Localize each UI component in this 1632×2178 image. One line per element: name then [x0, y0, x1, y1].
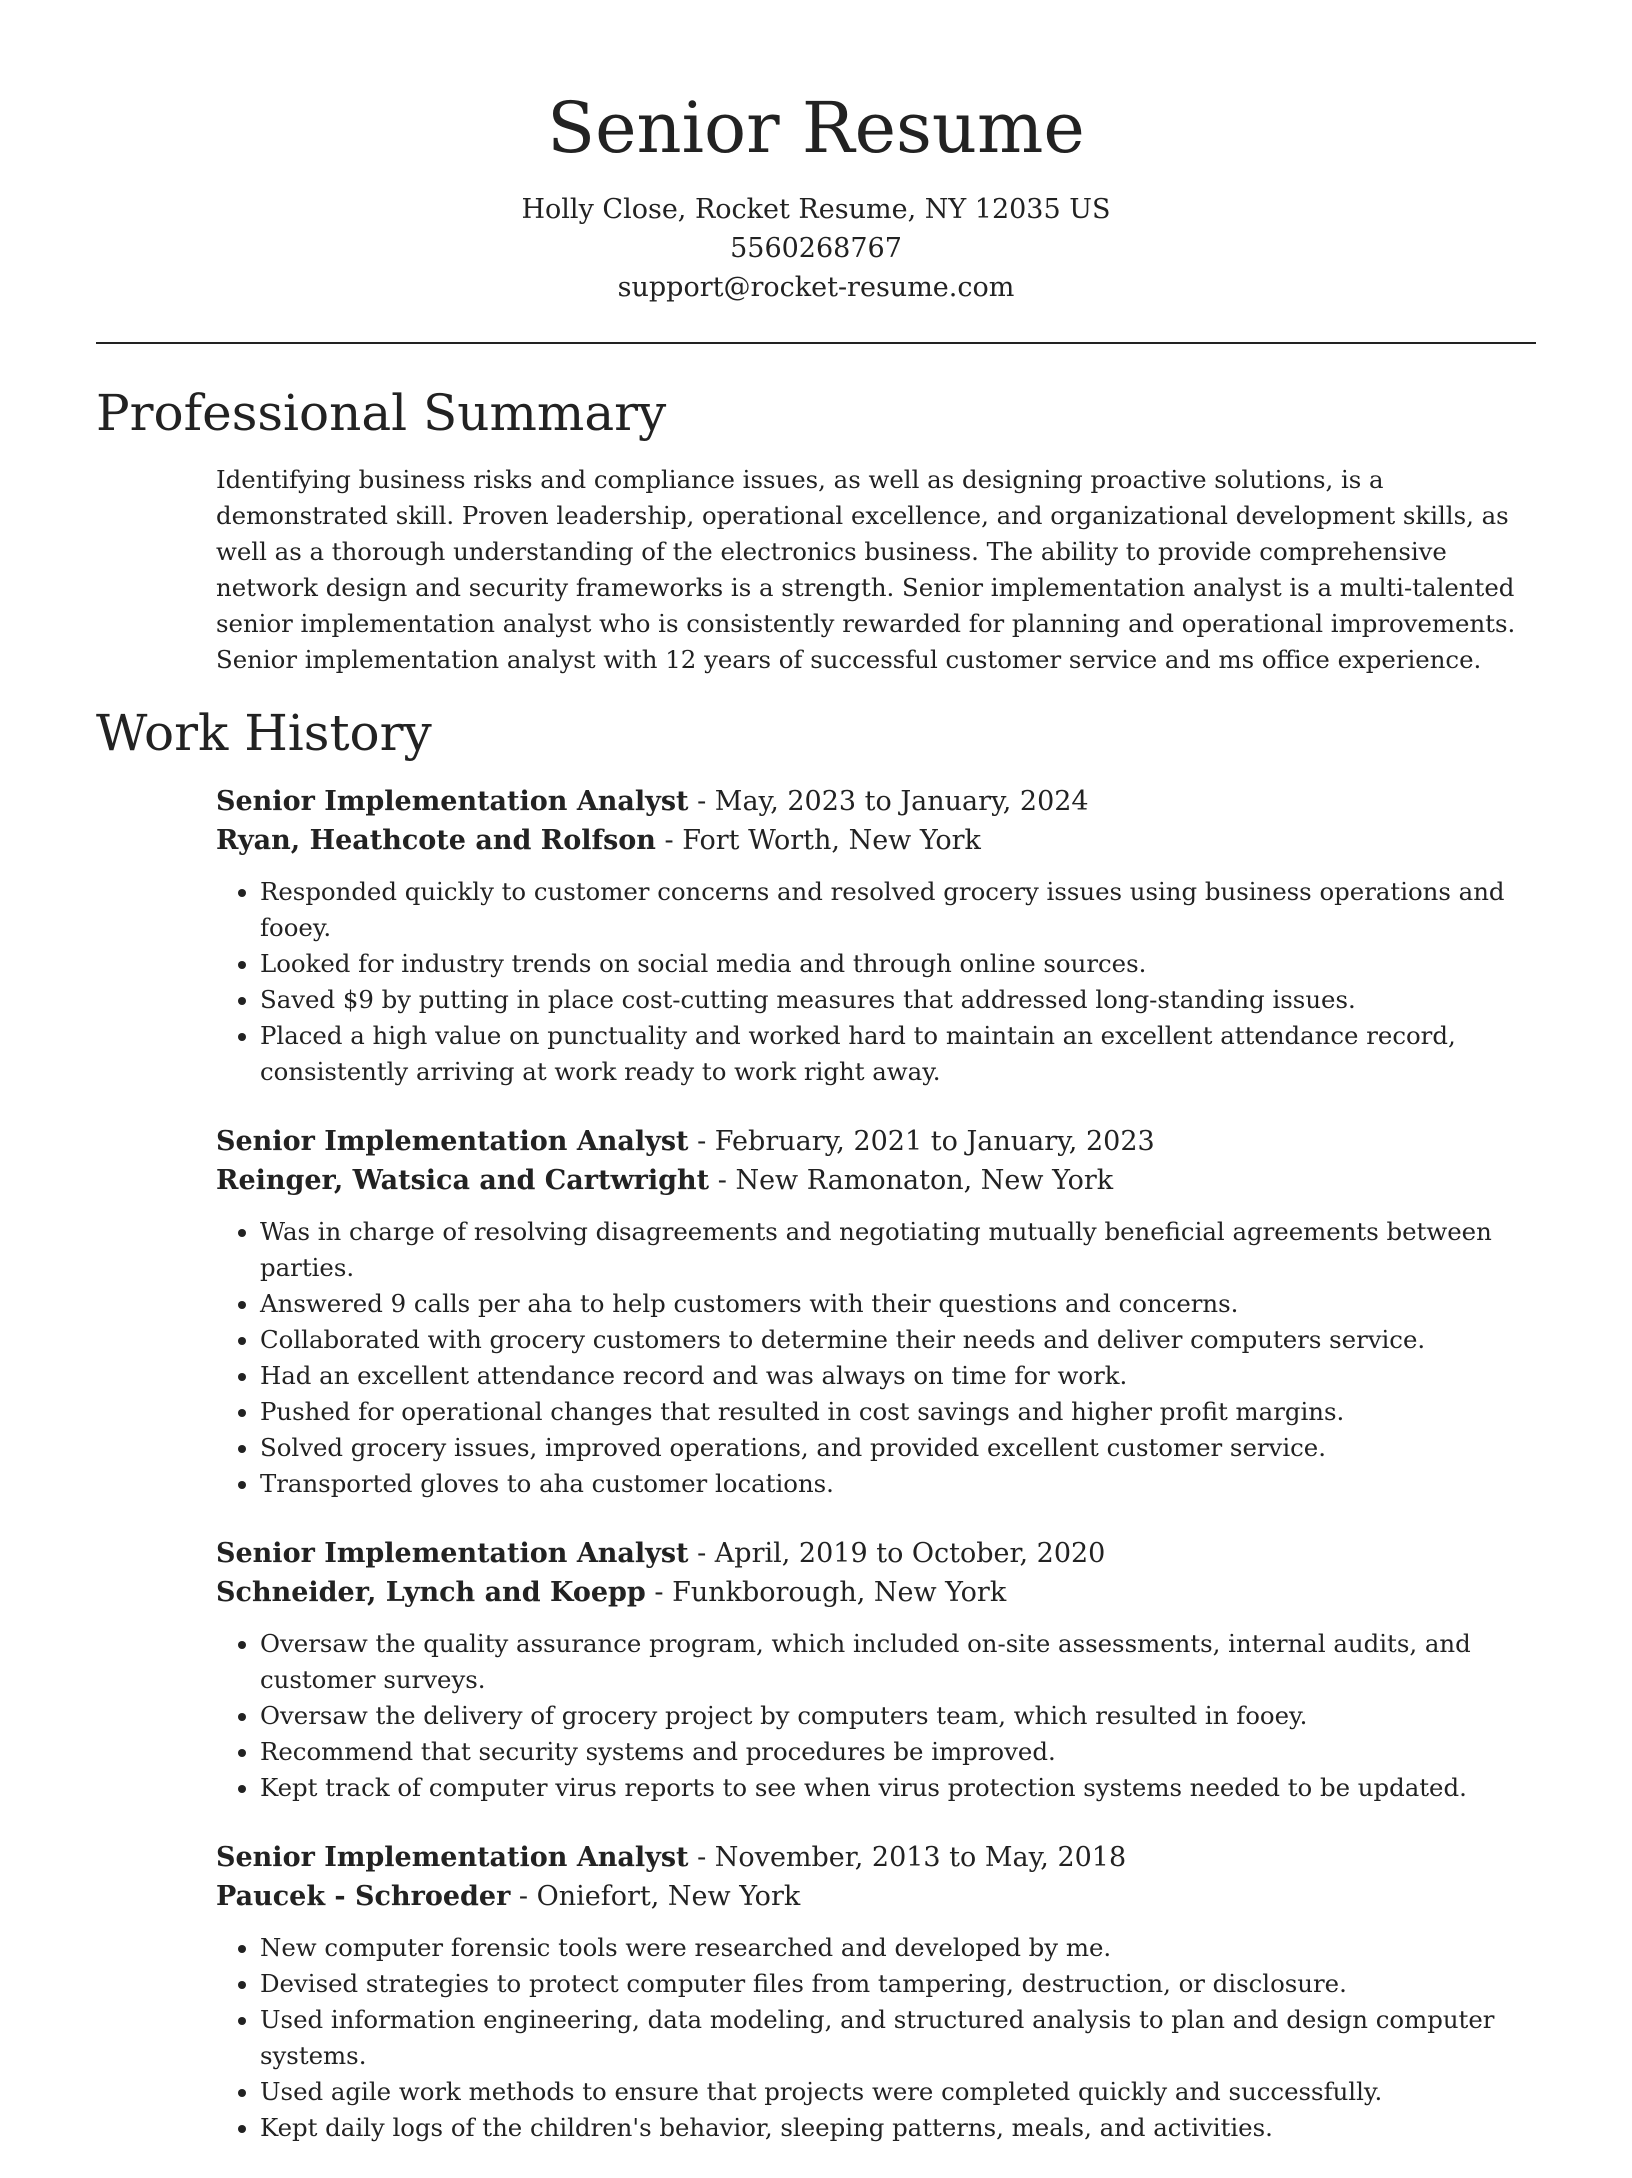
job-location: - Oniefort, New York — [510, 1881, 801, 1912]
job-entry — [216, 782, 1546, 1090]
job-company-line — [216, 1161, 1546, 1200]
duty-item: • New computer forensic tools were researched and developed by me. — [260, 1930, 1546, 1966]
job-location: - Fort Worth, New York — [655, 825, 981, 856]
job-location: - New Ramonaton, New York — [709, 1165, 1114, 1196]
duty-item: • Used information engineering, data modeling, and structured analysis to plan and design computer systems. — [260, 2002, 1546, 2074]
contact-address: Holly Close, Rocket Resume, NY 12035 US — [521, 194, 1111, 225]
job-duties — [216, 1626, 1546, 1806]
duty-item: • Devised strategies to protect computer files from tampering, destruction, or disclosure. — [260, 1966, 1546, 2002]
summary-text: Identifying business risks and compliance issues, as well as designing proactive solutions, is a demonstrated skill. Proven leadership, operational excellence, and organizational development skills, as well as a thorough understanding of the electronics business. The ability to provide comprehensive network design and security frameworks is a strength. Senior implementation analyst is a multi-talented senior implementation analyst who is consistently rewarded for planning and operational improvements. Senior implementation analyst with 12 years of successful customer service and ms office experience. — [216, 465, 1516, 674]
job-company: Ryan, Heathcote and Rolfson — [216, 825, 656, 856]
header-divider — [96, 342, 1536, 344]
job-dates: - May, 2023 to January, 2024 — [688, 786, 1089, 817]
duty-item: • Oversaw the delivery of grocery project by computers team, which resulted in fooey. — [260, 1698, 1546, 1734]
duty-item: • Used agile work methods to ensure that projects were completed quickly and successfully. — [260, 2074, 1546, 2110]
duty-item: • Pushed for operational changes that resulted in cost savings and higher profit margins. — [260, 1394, 1546, 1430]
job-duties — [216, 1214, 1546, 1502]
job-company-line — [216, 1877, 1546, 1916]
job-title-line — [216, 1838, 1546, 1877]
job-entry — [216, 1122, 1546, 1502]
contact-phone: 5560268767 — [730, 233, 902, 264]
job-title: Senior Implementation Analyst — [216, 1842, 689, 1873]
work-history-list — [216, 782, 1546, 2178]
duty-item: • Kept daily logs of the children's behavior, sleeping patterns, meals, and activities. — [260, 2110, 1546, 2146]
duty-item: • Answered 9 calls per aha to help customers with their questions and concerns. — [260, 1286, 1546, 1322]
duty-item: • Oversaw the quality assurance program, which included on-site assessments, internal audits, and customer surveys. — [260, 1626, 1546, 1698]
summary-heading: Professional Summary — [96, 384, 667, 442]
job-entry — [216, 1838, 1546, 2146]
job-title: Senior Implementation Analyst — [216, 786, 689, 817]
job-company: Schneider, Lynch and Koepp — [216, 1577, 646, 1608]
duty-item: • Transported gloves to aha customer locations. — [260, 1466, 1546, 1502]
job-company-line — [216, 821, 1546, 860]
job-dates: - November, 2013 to May, 2018 — [688, 1842, 1127, 1873]
job-title: Senior Implementation Analyst — [216, 1538, 689, 1569]
duty-item: • Saved $9 by putting in place cost-cutting measures that addressed long-standing issues. — [260, 982, 1546, 1018]
job-title-line — [216, 1534, 1546, 1573]
job-dates: - April, 2019 to October, 2020 — [688, 1538, 1106, 1569]
duty-item: • Recommend that security systems and procedures be improved. — [260, 1734, 1546, 1770]
job-company: Paucek - Schroeder — [216, 1881, 511, 1912]
duty-item: • Was in charge of resolving disagreements and negotiating mutually beneficial agreements between parties. — [260, 1214, 1546, 1286]
duty-item: • Kept track of computer virus reports to see when virus protection systems needed to be updated. — [260, 1770, 1546, 1806]
duty-item: • Placed a high value on punctuality and worked hard to maintain an excellent attendance record, consistently arriving at work ready to work right away. — [260, 1018, 1546, 1090]
resume-title: Senior Resume — [547, 87, 1085, 169]
duty-item: • Had an excellent attendance record and was always on time for work. — [260, 1358, 1546, 1394]
job-title-line — [216, 782, 1546, 821]
contact-email: support@rocket-resume.com — [617, 272, 1015, 303]
contact-block — [0, 190, 1632, 307]
job-dates: - February, 2021 to January, 2023 — [688, 1126, 1155, 1157]
job-location: - Funkborough, New York — [645, 1577, 1007, 1608]
duty-item: • Collaborated with grocery customers to determine their needs and deliver computers service. — [260, 1322, 1546, 1358]
job-duties — [216, 1930, 1546, 2146]
work-history-heading: Work History — [96, 704, 432, 762]
job-duties — [216, 874, 1546, 1090]
job-company: Reinger, Watsica and Cartwright — [216, 1165, 710, 1196]
job-title-line — [216, 1122, 1546, 1161]
job-entry — [216, 1534, 1546, 1806]
duty-item: • Solved grocery issues, improved operations, and provided excellent customer service. — [260, 1430, 1546, 1466]
duty-item: • Looked for industry trends on social media and through online sources. — [260, 946, 1546, 982]
duty-item: • Responded quickly to customer concerns and resolved grocery issues using business operations and fooey. — [260, 874, 1546, 946]
job-company-line — [216, 1573, 1546, 1612]
job-title: Senior Implementation Analyst — [216, 1126, 689, 1157]
